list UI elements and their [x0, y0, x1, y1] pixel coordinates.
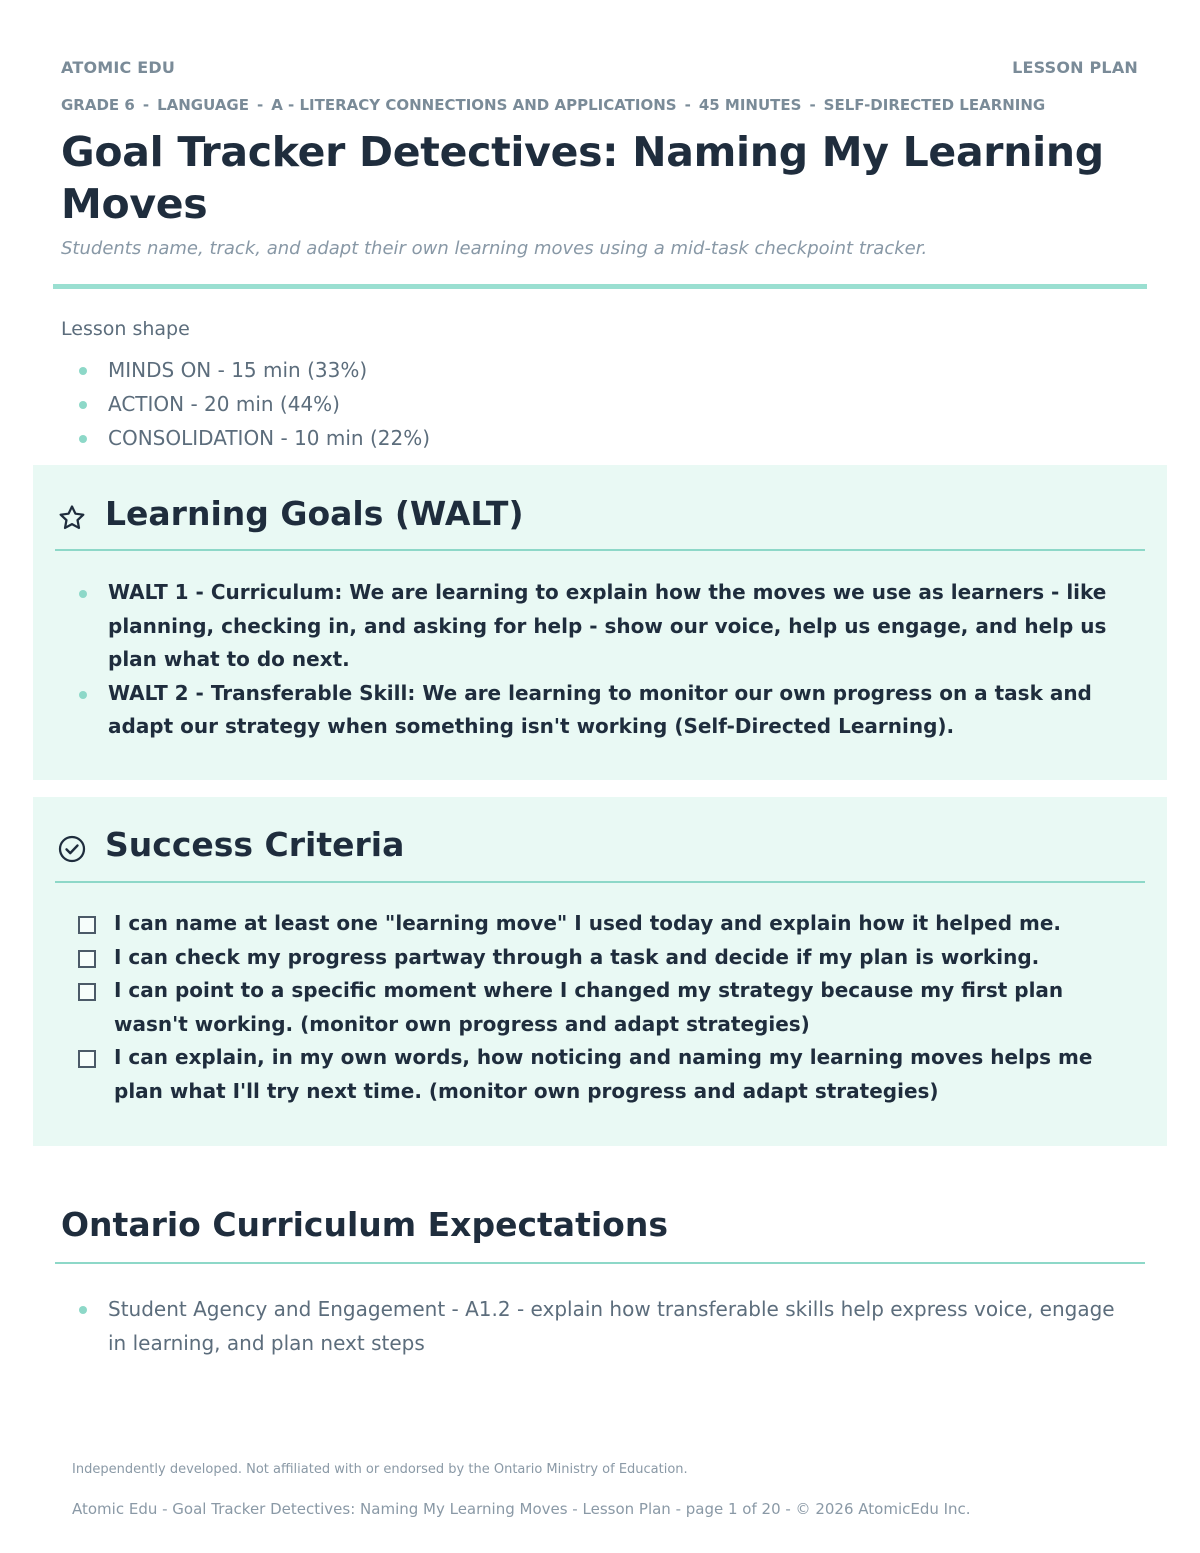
page-header	[61, 58, 1138, 77]
lesson-shape-item: CONSOLIDATION - 10 min (22%)	[108, 426, 431, 450]
page-footer: Atomic Edu - Goal Tracker Detectives: Naming My Learning Moves - Lesson Plan - page 1 of 20 - © 2026 AtomicEdu Inc.	[72, 1500, 971, 1518]
curriculum-heading: Ontario Curriculum Expectations	[61, 1205, 668, 1244]
lesson-meta	[61, 96, 1160, 114]
meta-grade: GRADE 6	[61, 96, 135, 114]
meta-separator: -	[684, 96, 691, 114]
disclaimer: Independently developed. Not affiliated with or endorsed by the Ontario Ministry of Education.	[72, 1462, 688, 1477]
check-circle-icon	[57, 834, 87, 868]
lesson-shape-item: ACTION - 20 min (44%)	[108, 392, 340, 416]
lesson-shape-label: Lesson shape	[61, 318, 190, 340]
meta-separator: -	[142, 96, 150, 114]
bullet-icon	[79, 435, 87, 443]
checkbox[interactable]	[78, 916, 96, 934]
list-item	[61, 974, 1121, 1041]
list-item	[61, 353, 430, 387]
bullet-icon	[79, 590, 87, 598]
walt-text: WALT 1 - Curriculum: We are learning to explain how the moves we use as learners - like planning, checking in, and asking for help - show our voice, help us engage, and help us plan what to do next.	[108, 580, 1107, 671]
bullet-icon	[79, 1306, 87, 1314]
walt-text: WALT 2 - Transferable Skill: We are learning to monitor our own progress on a task and adapt our strategy when something isn't working (Self-Directed Learning).	[108, 680, 1092, 738]
meta-skill: SELF-DIRECTED LEARNING	[823, 96, 1046, 114]
list-item	[61, 387, 430, 421]
list-item	[61, 907, 1121, 941]
title-divider	[53, 284, 1147, 289]
learning-goals-list	[61, 576, 1121, 744]
criterion-text: I can point to a specific moment where I changed my strategy because my first plan wasn't working. (monitor own progress and adapt strategies)	[114, 978, 1064, 1036]
meta-duration: 45 MINUTES	[698, 96, 802, 114]
section-header	[55, 465, 1145, 551]
checkbox[interactable]	[78, 1050, 96, 1068]
bullet-icon	[79, 691, 87, 699]
document-type: LESSON PLAN	[1012, 58, 1138, 77]
bullet-icon	[79, 401, 87, 409]
list-item	[61, 576, 1121, 677]
page-title: Goal Tracker Detectives: Naming My Learning Moves	[61, 128, 1104, 228]
learning-goals-section	[33, 465, 1167, 780]
bullet-icon	[79, 367, 87, 375]
criterion-text: I can explain, in my own words, how noticing and naming my learning moves helps me plan what I'll try next time. (monitor own progress and adapt strategies)	[114, 1045, 1093, 1103]
meta-subject: LANGUAGE	[157, 96, 249, 114]
success-criteria-section	[33, 797, 1167, 1146]
checkbox[interactable]	[78, 950, 96, 968]
meta-strand: A - LITERACY CONNECTIONS AND APPLICATIONS	[271, 96, 677, 114]
list-item	[61, 1041, 1121, 1108]
lesson-shape-item: MINDS ON - 15 min (33%)	[108, 358, 368, 382]
curriculum-list	[61, 1292, 1121, 1360]
lesson-shape-list	[61, 353, 430, 455]
criterion-text: I can name at least one "learning move" I used today and explain how it helped me.	[114, 911, 1062, 935]
meta-separator: -	[809, 96, 816, 114]
list-item	[61, 421, 430, 455]
brand-name: ATOMIC EDU	[61, 58, 176, 77]
section-title: Success Criteria	[105, 825, 405, 864]
curriculum-divider	[55, 1262, 1145, 1264]
list-item	[61, 941, 1121, 975]
page-subtitle: Students name, track, and adapt their own learning moves using a mid-task checkpoint tracker.	[61, 238, 928, 259]
list-item	[61, 1292, 1121, 1360]
star-icon	[57, 503, 87, 537]
criterion-text: I can check my progress partway through a task and decide if my plan is working.	[114, 944, 1040, 969]
success-criteria-list	[61, 907, 1121, 1108]
section-header	[55, 797, 1145, 883]
checkbox[interactable]	[78, 983, 96, 1001]
section-title: Learning Goals (WALT)	[105, 494, 524, 533]
meta-separator: -	[256, 96, 264, 114]
curriculum-text: Student Agency and Engagement - A1.2 - explain how transferable skills help express voice, engage in learning, and plan next steps	[108, 1297, 1115, 1355]
list-item	[61, 677, 1121, 744]
